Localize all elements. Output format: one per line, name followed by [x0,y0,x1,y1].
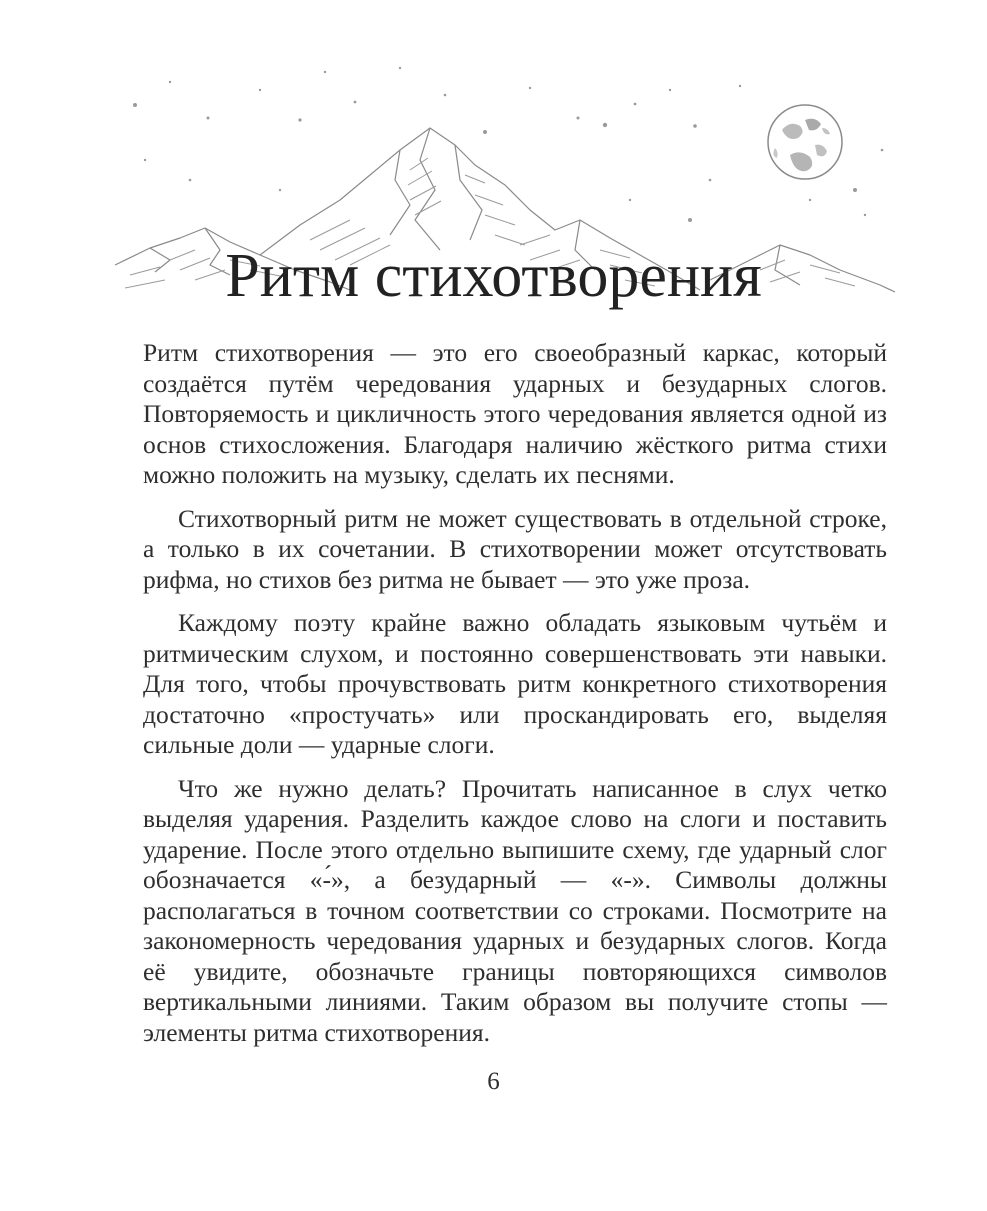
paragraph-3: Каждому поэту крайне важно обладать языковым чутьём и ритмическим слухом, и постоянно совершенствовать эти навыки. Для того, чтобы прочувствовать ритм конкретного стихотворения достаточно «простучать» или проскандировать его, выделяя сильные доли — ударные слоги. [143,608,887,759]
paragraph-2: Стихотворный ритм не может существовать в отдельной строке, а только в их сочетании. В стихотворении может отсутствовать рифма, но стихов без ритма не бывает — это уже проза. [143,503,887,594]
paragraph-1: Ритм стихотворения — это его своеобразный каркас, который создаётся путём чередования ударных и безударных слогов. Повторяемость и цикличность этого чередования является одной из основ стихосложения. Благодаря наличию жёсткого ритма стихи можно положить на музыку, сделать их песнями. [143,338,887,489]
article-body [143,338,887,1061]
paragraph-4: Что же нужно делать? Прочитать написанное в слух четко выделяя ударения. Разделить каждое слово на слоги и поставить ударение. После этого отдельно выпишите схему, где ударный слог обозначается «-́», а безударный — «-». Символы должны располагаться в точном соответствии со строками. Посмотрите на закономерность чередования ударных и безударных слогов. Когда её увидите, обозначьте границы повторяющихся символов вертикальными линиями. Таким образом вы получите стопы — элементы ритма стихотворения. [143,773,887,1047]
moon-icon [768,105,842,179]
page-title: Ритм стихотворения [225,242,762,310]
page-number: 6 [487,1068,500,1095]
